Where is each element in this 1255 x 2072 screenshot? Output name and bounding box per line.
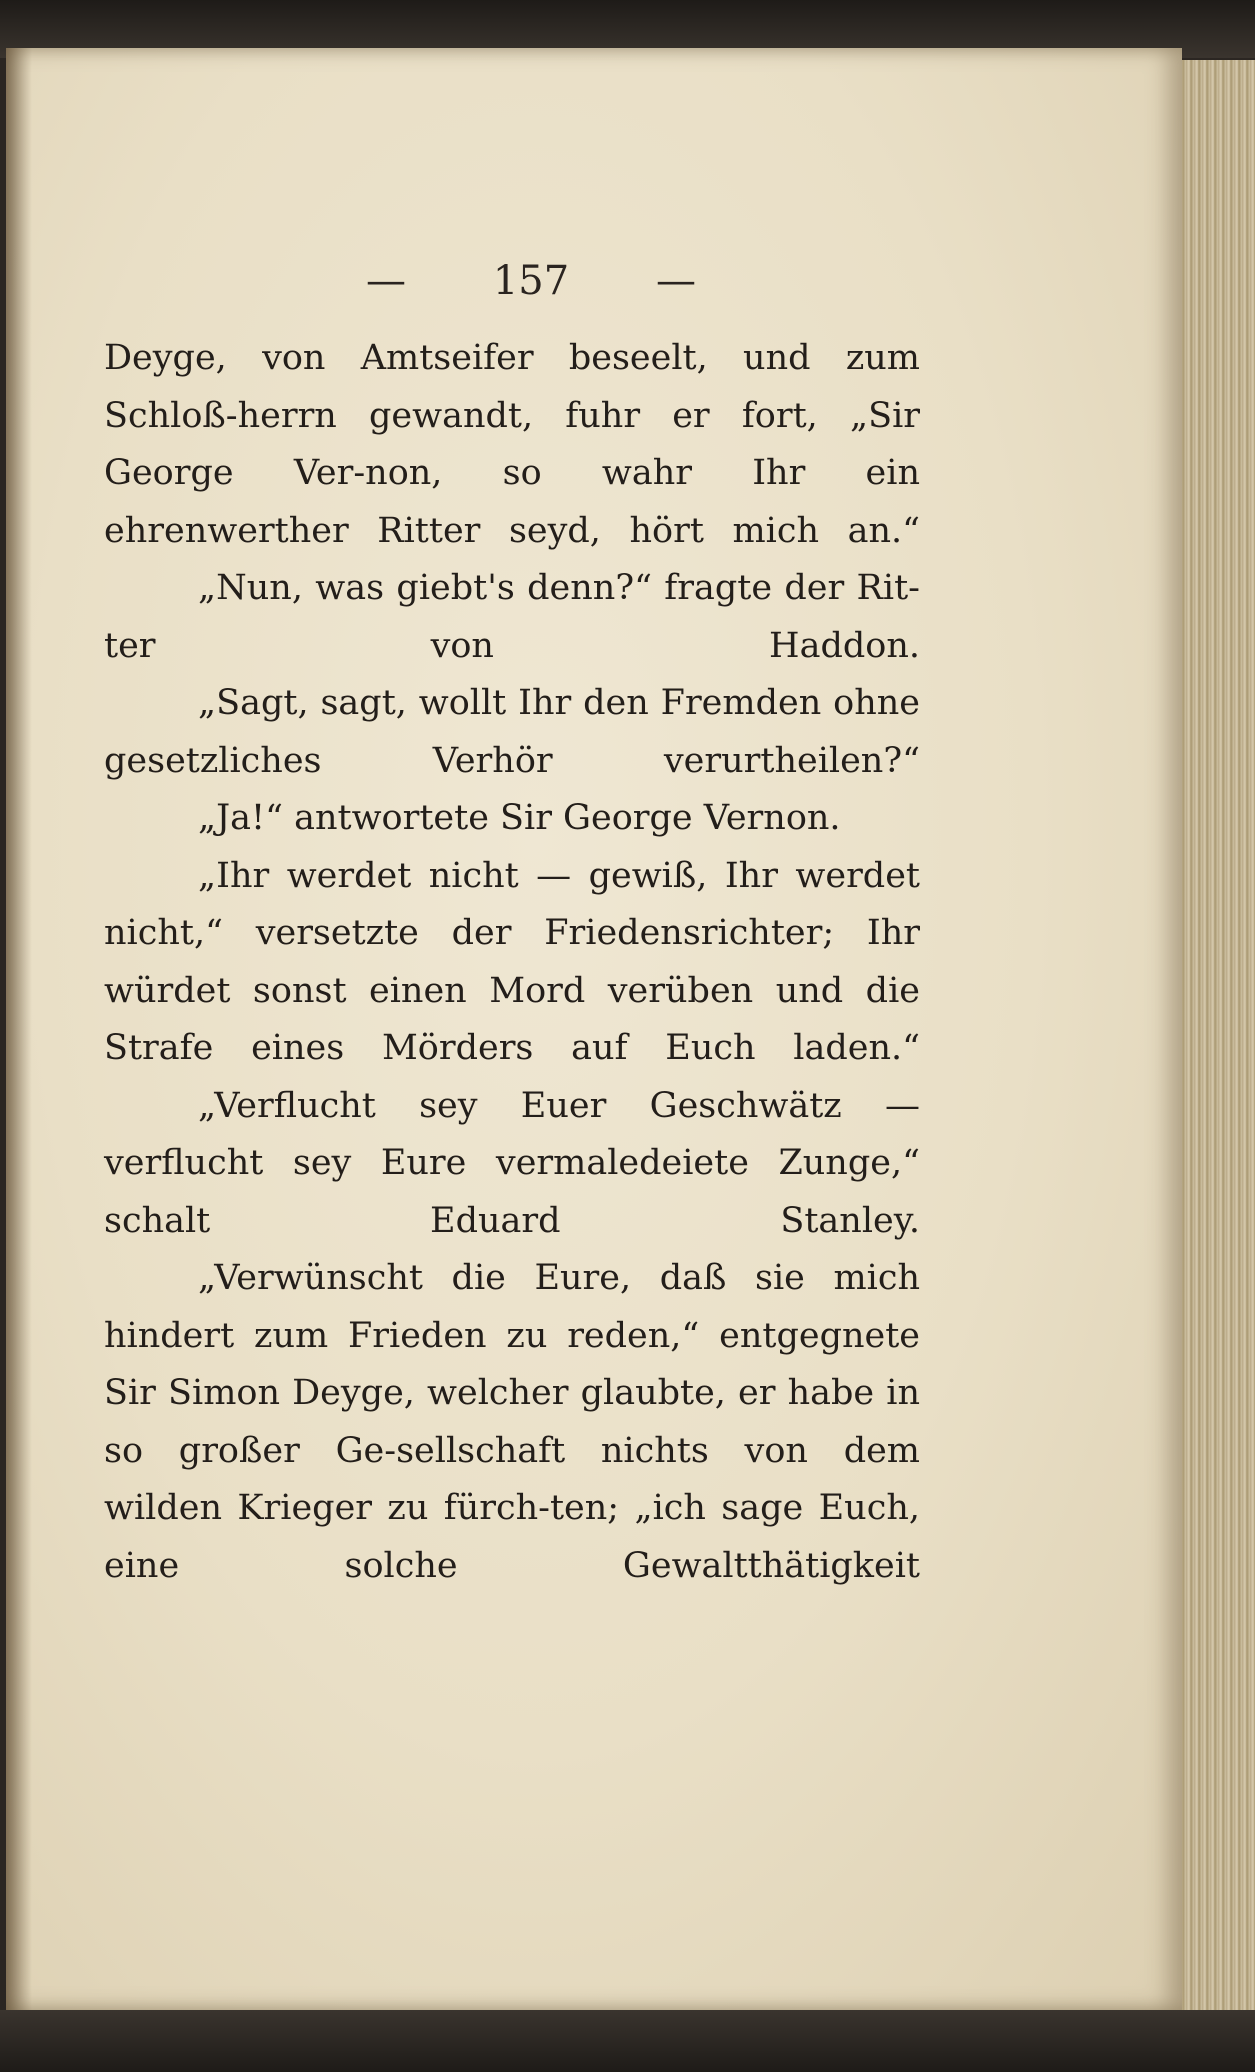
page-number: 157 [492,258,570,304]
body-text [104,330,920,1595]
header-left-dash: — [366,258,406,304]
paragraph-1: Deyge, von Amtseifer beseelt, und zum Schloß-herrn gewandt, fuhr er fort, „Sir George Ver-non, so wahr Ihr ein ehrenwerther Ritter seyd, hört mich an.“ [104,338,920,551]
page-edges [1178,60,1255,2010]
page-header [366,258,696,304]
gutter-shadow [6,48,32,2010]
paragraph-7: „Verwünscht die Eure, daß sie mich hindert zum Frieden zu reden,“ entgegnete Sir Simon Deyge, welcher glaubte, er habe in so großer Ge-sellschaft nichts von dem wilden Krieger zu fürch-ten; „ich sage Euch, eine solche Gewaltthätigkeit [104,1258,920,1586]
header-right-dash: — [655,258,696,304]
paragraph-6: „Verflucht sey Euer Geschwätz — verflucht sey Eure vermaledeiete Zunge,“ schalt Eduard Stanley. [104,1085,920,1241]
paragraph-4: „Ja!“ antwortete Sir George Vernon. [198,798,841,838]
paragraph-2: „Nun, was giebt's denn?“ fragte der Rit-ter von Haddon. [104,568,920,666]
paragraph-5: „Ihr werdet nicht — gewiß, Ihr werdet nicht,“ versetzte der Friedensrichter; Ihr würdet sonst einen Mord verüben und die Strafe eines Mörders auf Euch laden.“ [104,855,920,1068]
book-page [6,48,1182,2010]
paragraph-3: „Sagt, sagt, wollt Ihr den Fremden ohne gesetzliches Verhör verurtheilen?“ [104,683,920,781]
book-binding-bottom [0,2010,1255,2072]
